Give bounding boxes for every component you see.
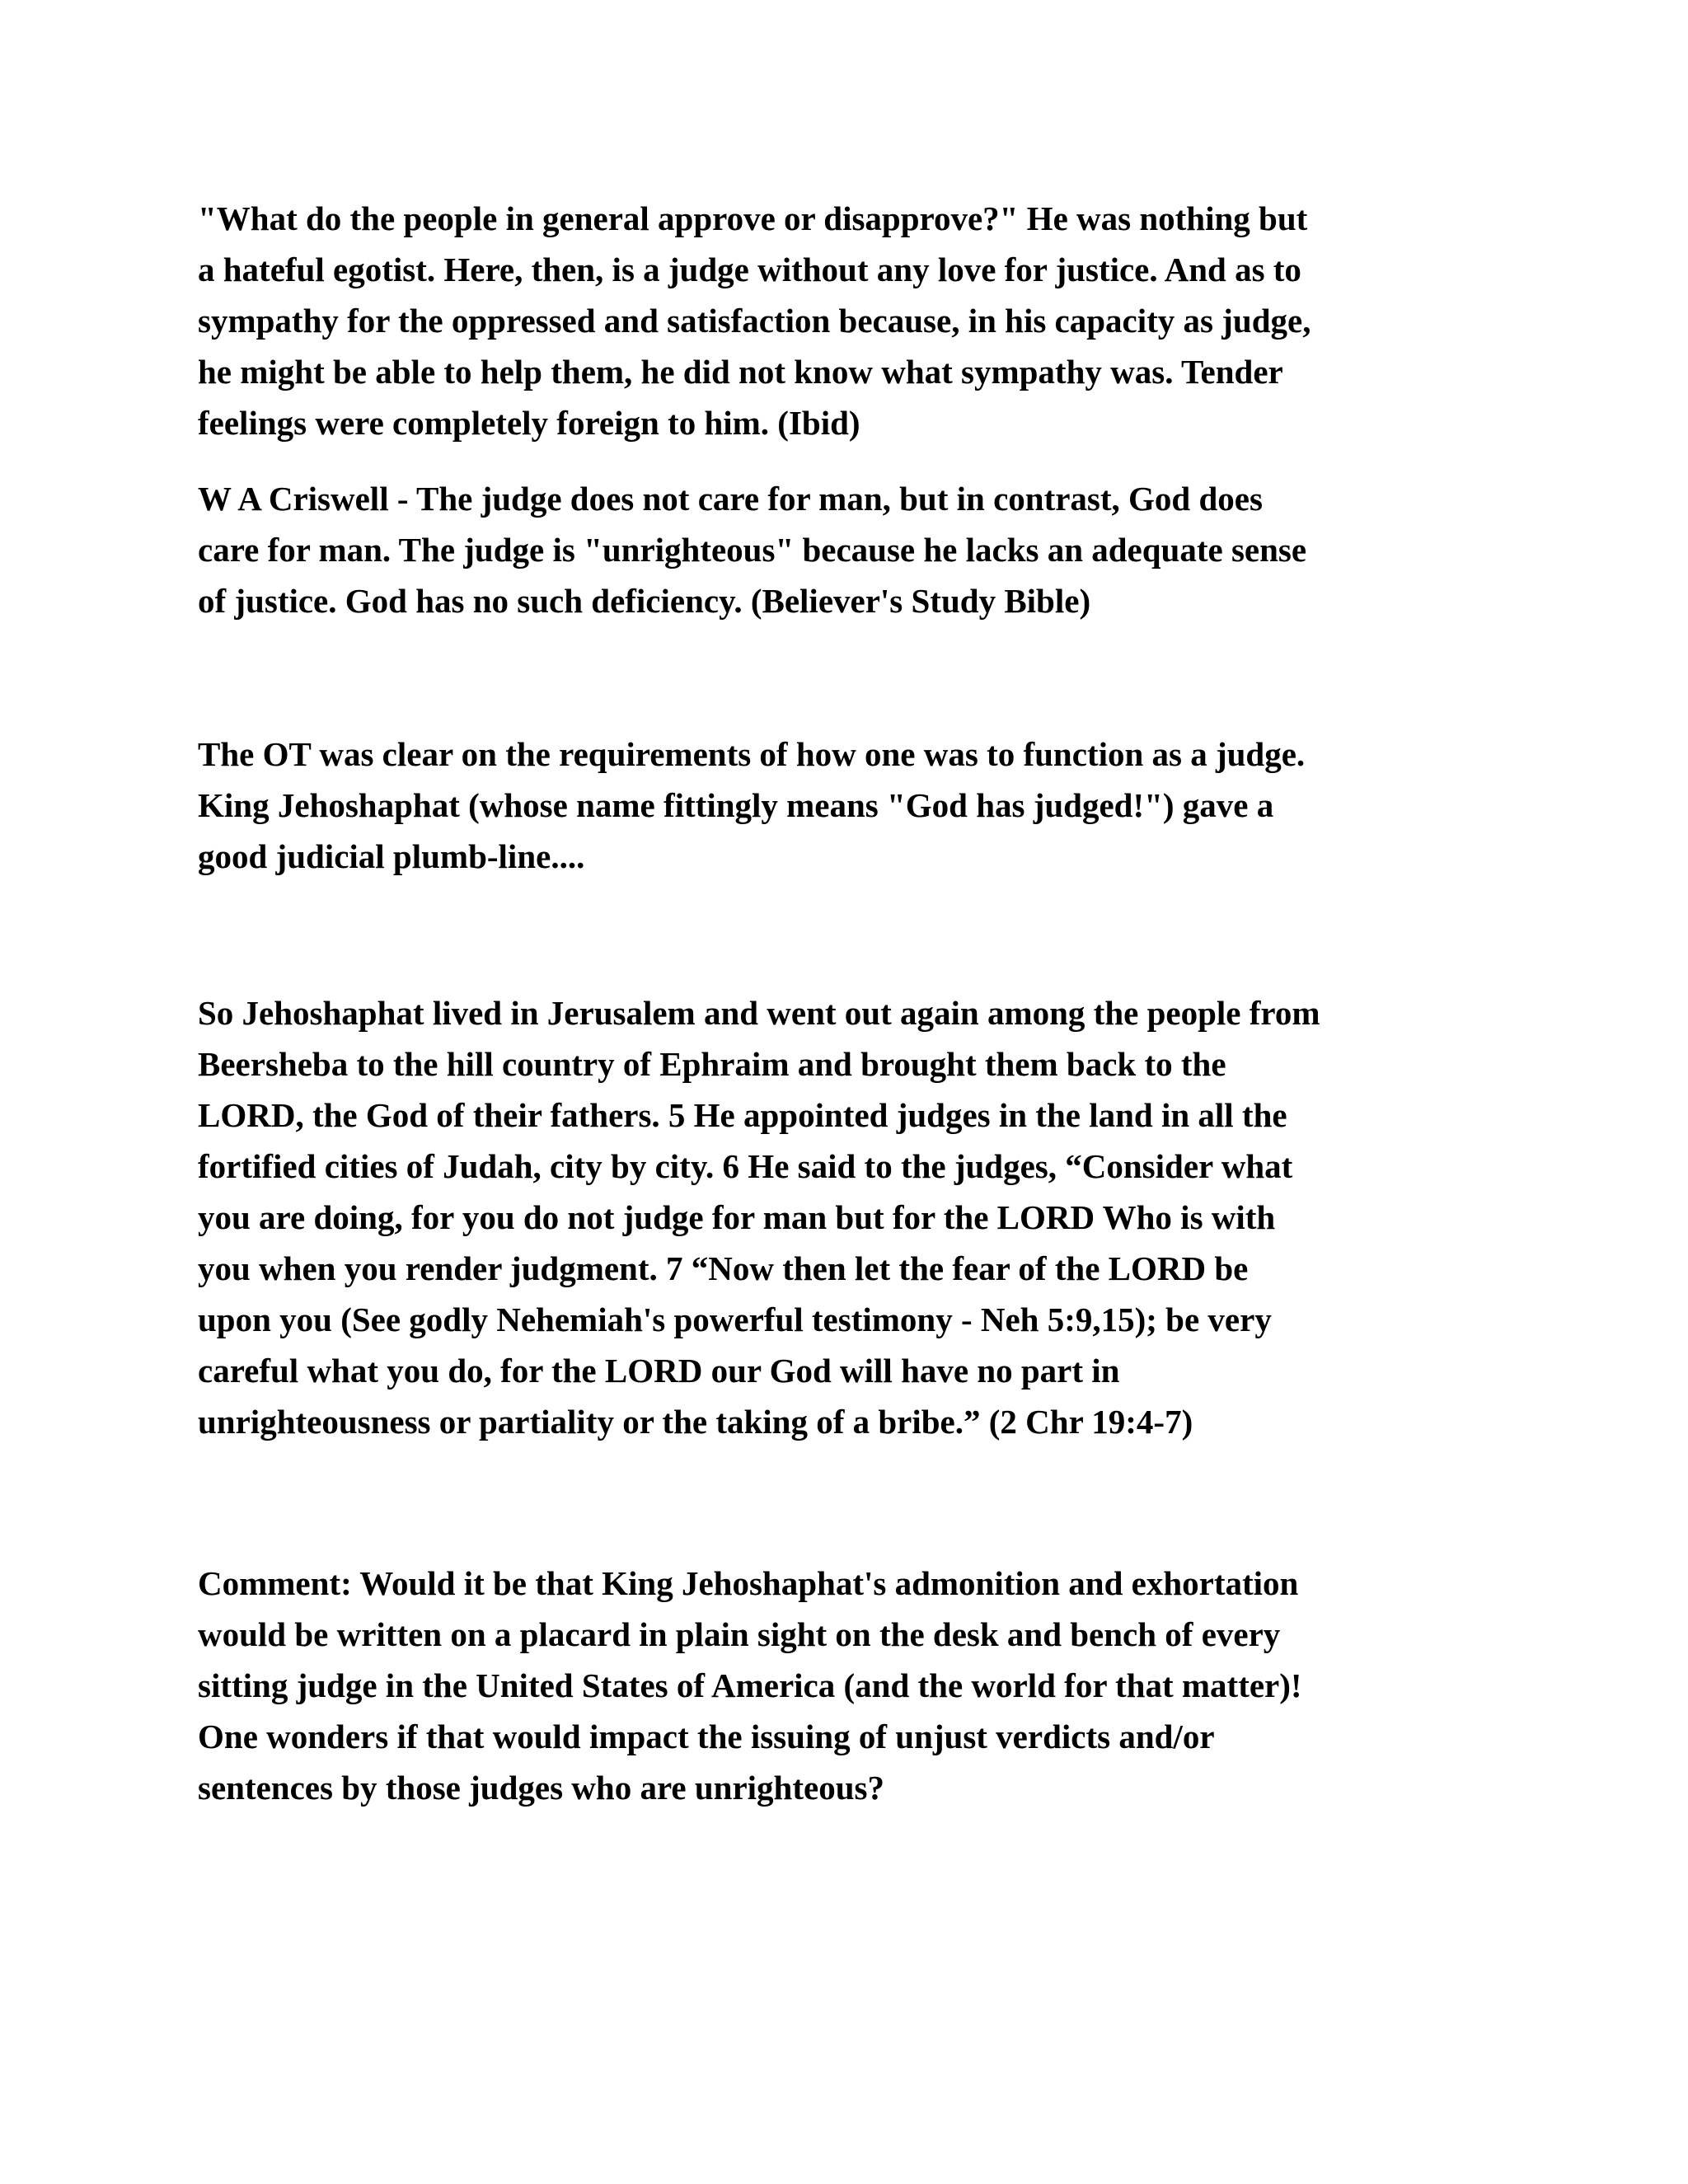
text-line: he might be able to help them, he did not know what sympathy was. Tender: [198, 353, 1283, 391]
paragraph-lenski-quote: [198, 193, 1500, 448]
text-line: good judicial plumb-line....: [198, 837, 585, 875]
text-line: care for man. The judge is "unrighteous" because he lacks an adequate sense: [198, 531, 1307, 569]
text-line: you are doing, for you do not judge for man but for the LORD Who is with: [198, 1198, 1276, 1236]
text-line: fortified cities of Judah, city by city. 6 He said to the judges, “Consider what: [198, 1147, 1293, 1185]
text-line: feelings were completely foreign to him. (Ibid): [198, 404, 860, 442]
text-line: a hateful egotist. Here, then, is a judge without any love for justice. And as to: [198, 251, 1301, 288]
text-line: So Jehoshaphat lived in Jerusalem and went out again among the people from: [198, 994, 1320, 1032]
text-line: would be written on a placard in plain sight on the desk and bench of every: [198, 1615, 1281, 1653]
text-line: unrighteousness or partiality or the taking of a bribe.” (2 Chr 19:4-7): [198, 1403, 1193, 1441]
paragraph-criswell-quote: [198, 473, 1500, 626]
text-line: upon you (See godly Nehemiah's powerful testimony - Neh 5:9,15); be very: [198, 1301, 1272, 1338]
text-line: of justice. God has no such deficiency. (Believer's Study Bible): [198, 582, 1091, 620]
paragraph-scripture-2-chronicles: [198, 987, 1500, 1447]
text-line: One wonders if that would impact the issuing of unjust verdicts and/or: [198, 1718, 1215, 1755]
text-line: you when you render judgment. 7 “Now then let the fear of the LORD be: [198, 1249, 1249, 1287]
paragraph-ot-requirements: [198, 729, 1500, 882]
text-line: careful what you do, for the LORD our God will have no part in: [198, 1352, 1120, 1390]
paragraph-comment: [198, 1558, 1500, 1813]
text-line: LORD, the God of their fathers. 5 He appointed judges in the land in all the: [198, 1096, 1287, 1134]
text-line: Comment: Would it be that King Jehoshaphat's admonition and exhortation: [198, 1564, 1299, 1602]
text-line: W A Criswell - The judge does not care for man, but in contrast, God does: [198, 480, 1263, 518]
text-line: sentences by those judges who are unrighteous?: [198, 1769, 884, 1807]
text-line: Beersheba to the hill country of Ephraim and brought them back to the: [198, 1045, 1226, 1083]
text-line: The OT was clear on the requirements of how one was to function as a judge.: [198, 735, 1306, 773]
text-line: sitting judge in the United States of America (and the world for that matter)!: [198, 1666, 1302, 1704]
text-line: sympathy for the oppressed and satisfaction because, in his capacity as judge,: [198, 302, 1311, 340]
text-line: King Jehoshaphat (whose name fittingly means "God has judged!") gave a: [198, 786, 1274, 824]
text-line: "What do the people in general approve or disapprove?" He was nothing but: [198, 199, 1308, 237]
